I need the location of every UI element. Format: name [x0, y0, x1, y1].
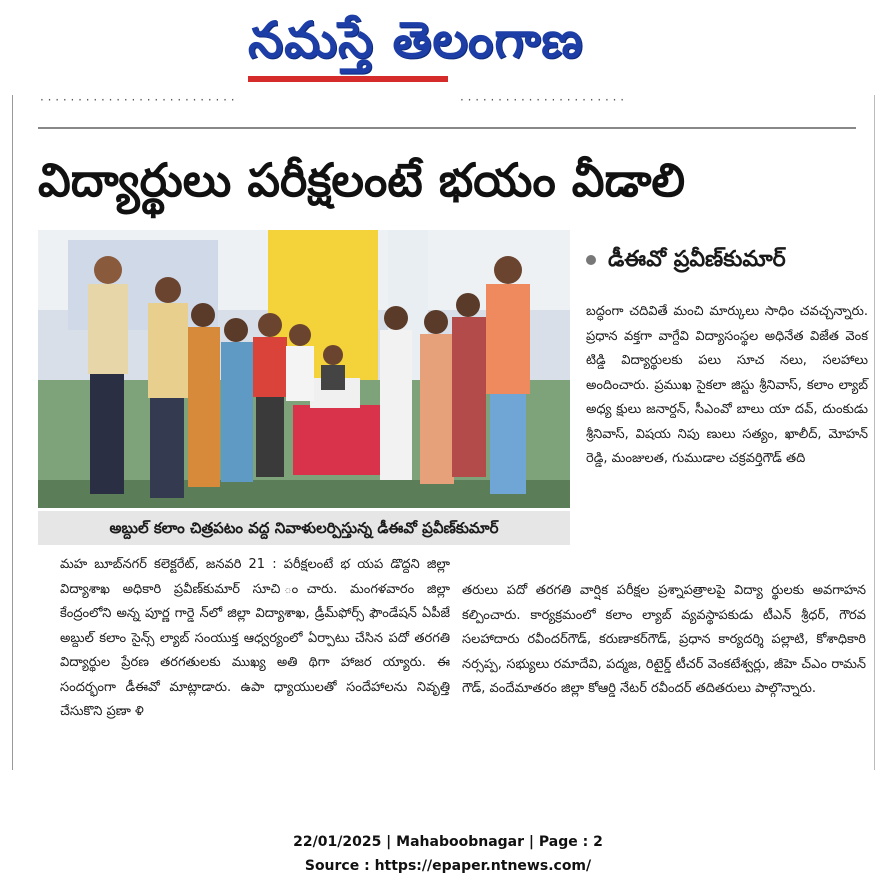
byline-text: డీఈవో ప్రవీణ్‌కుమార్: [608, 247, 786, 272]
left-border: [12, 95, 13, 770]
article-column-right-top: [586, 300, 868, 472]
article-text-right-top: బద్ధంగా చదివితే మంచి మార్కులు సాధిం చవచ్చన్నారు. ప్రధాన వక్తగా వాగ్దేవి విద్యాసంస్థల అధినేత విజేత వెంక టిడ్డి విద్యార్థులకు పలు సూచ నలు, సలహాలు అందించారు. ప్రముఖ సైకలా జిస్టు శ్రీనివాస్, కలాం ల్యాబ్ అధ్య క్షులు జనార్దన్, సీఎంవో బాలు యా దవ్, దుంకుడు శ్రీనివాస్, విషయ నిపు ణులు సత్యం, ఖాలీద్, మోహన్ రెడ్డి, మంజులత, గుముడాల చక్రవర్తిగౌడ్ తది: [586, 304, 868, 466]
newspaper-logo: నమస్తే తెలంగాణ: [248, 11, 584, 69]
event-photo-image: [38, 230, 570, 508]
article-column-right-bottom: [462, 579, 866, 702]
masthead: [0, 0, 896, 100]
logo-underline: [248, 76, 448, 82]
article-text-left: మహ బూబ్‌నగర్ కలెక్టరేట్, జనవరి 21 : పరీక్షలంటే భ యప డొద్దని జిల్లా విద్యాశాఖ అధికారి ప్రవీణ్‌కుమార్ సూచి ంచారు. మంగళవారం జిల్లా కేంద్రంలోని అన్న పూర్ణ గార్డె న్‌లో జిల్లా విద్యాశాఖ, డ్రీమ్‌ఫోర్స్ ఫౌండేషన్ ఏపీజే అబ్దుల్ కలాం సైన్స్ ల్యాబ్ సంయుక్త ఆధ్వర్యంలో ఏర్పాటు చేసిన పదో తరగతి విద్యార్థుల ప్రేరణ తరగతులకు ముఖ్య అతి థిగా హాజర య్యారు. ఈ సందర్భంగా డీఈవో మాట్లాడారు. ఉపా ధ్యాయులతో సందేహాలను నివృత్తి చేసుకొని ప్రణా ళి: [60, 557, 450, 719]
clipped-previous-article: [40, 93, 780, 109]
article-divider: [38, 127, 856, 129]
photo-caption: అబ్దుల్ కలాం చిత్రపటం వద్ద నివాళులర్పిస్తున్న డీఈవో ప్రవీణ్‌కుమార్: [38, 511, 570, 545]
bullet-icon: [586, 255, 596, 265]
clipped-text-right: · · · · · · · · · · · · · · · · · · · · · ·: [460, 93, 625, 107]
footer-source[interactable]: Source : https://epaper.ntnews.com/: [304, 858, 592, 874]
clipped-text-left: · · · · · · · · · · · · · · · · · · · · · · · · · ·: [40, 93, 235, 107]
right-border: [874, 95, 875, 770]
page-footer: [0, 830, 896, 878]
byline: [586, 240, 866, 280]
footer-date-edition: 22/01/2025 | Mahaboobnagar | Page : 2: [293, 834, 603, 850]
article-photo: [38, 230, 570, 508]
article-headline: విద్యార్థులు పరీక్షలంటే భయం వీడాలి: [38, 153, 686, 207]
article-text-right-bottom: తరులు పదో తరగతి వార్షిక పరీక్షల ప్రశ్నాపత్రాలపై విద్యా ర్థులకు అవగాహన కల్పించారు. కార్యక్రమంలో కలాం ల్యాబ్ వ్యవస్థాపకుడు టీఎన్ శ్రీధర్, గౌరవ సలహాదారు రవీందర్‌గౌడ్, కరుణాకర్‌గౌడ్, ప్రధాన కార్యదర్శి పల్లాటి, కోశాధికారి నర్సప్ప, సభ్యులు రమాదేవి, పద్మజ, రిటైర్డ్ టీచర్ వెంకటేశ్వర్లు, జీహె చ్ఎం రామన్ గౌడ్, వందేమాతరం జిల్లా కోఆర్డి నేటర్ రవీందర్ తదితరులు పాల్గొన్నారు.: [462, 583, 866, 696]
article-column-left: [60, 553, 450, 725]
